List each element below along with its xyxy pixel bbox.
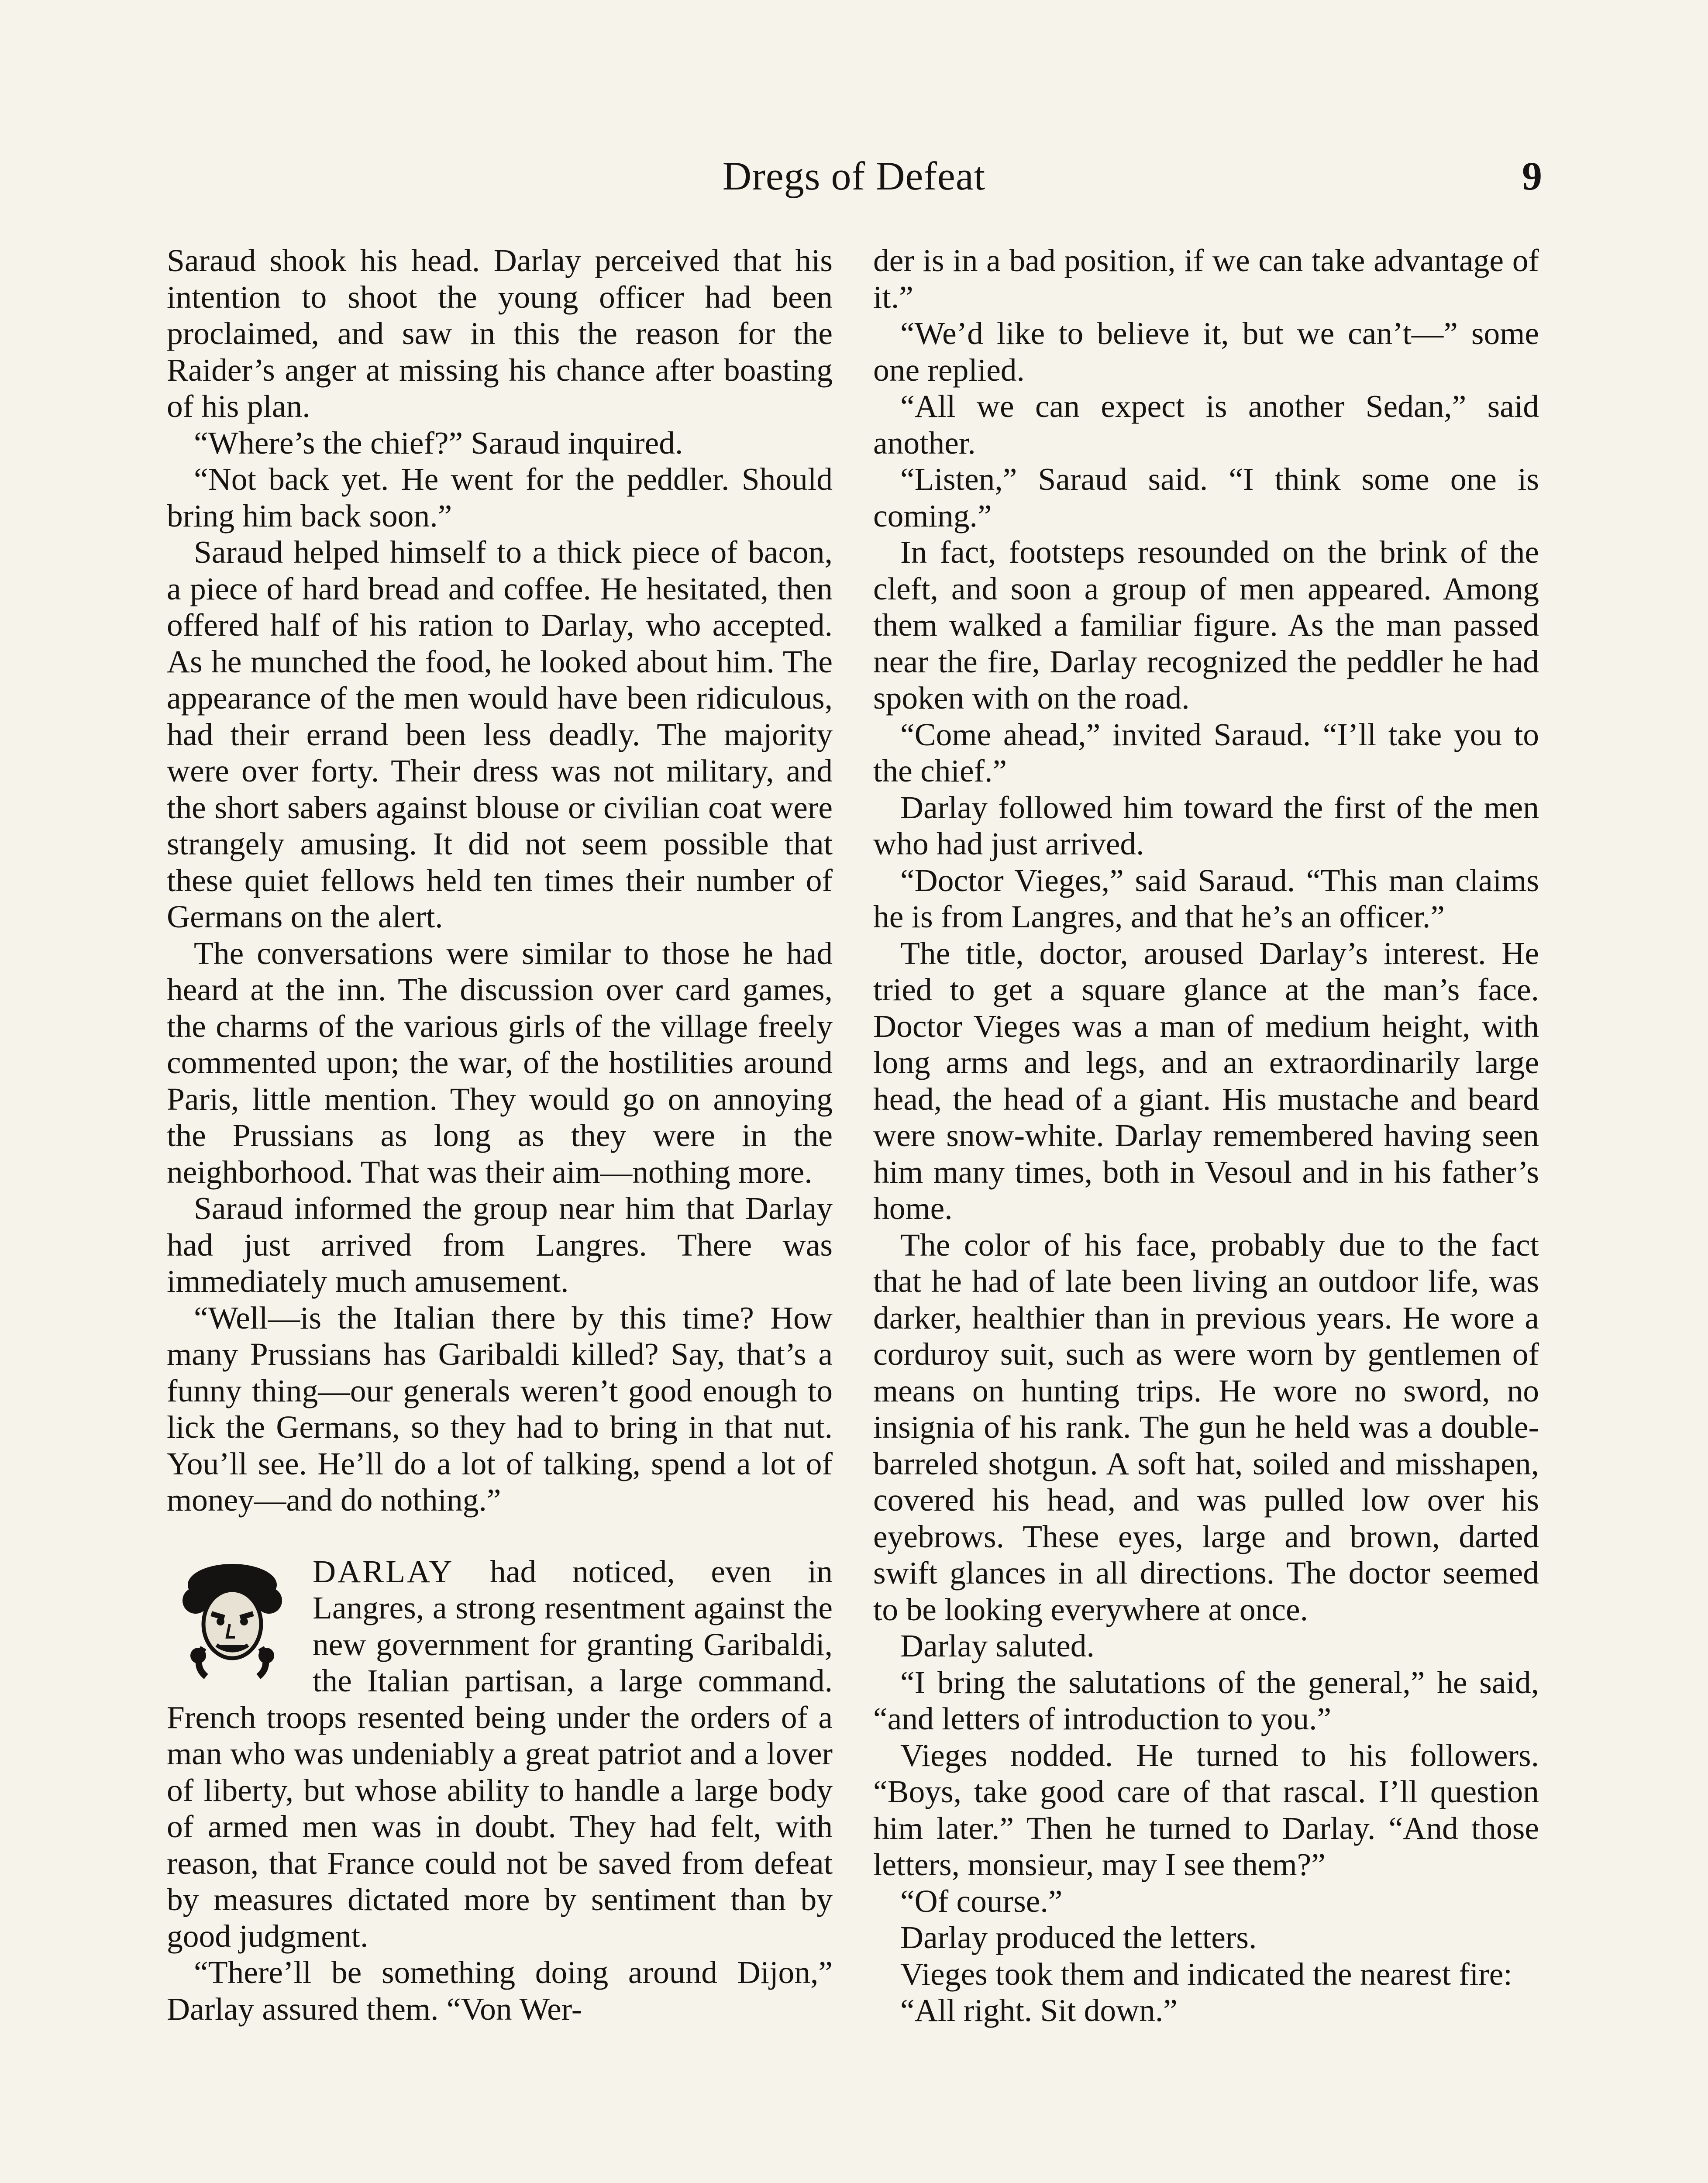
- paragraph: “Not back yet. He went for the peddler. Should bring him back soon.”: [167, 461, 833, 534]
- paragraph: In fact, footsteps resounded on the brink of the cleft, and soon a group of men appeared. Among them walked a familiar figure. As the man passed near the fire, Darlay recognized the peddler he had spoken with on the road.: [873, 534, 1539, 716]
- paragraph: “Where’s the chief?” Saraud inquired.: [194, 425, 683, 461]
- paragraph: “Listen,” Saraud said. “I think some one is coming.”: [873, 461, 1539, 534]
- paragraph: “All we can expect is another Sedan,” said another.: [873, 389, 1539, 461]
- section-gap: [167, 1518, 833, 1553]
- paragraph: “Of course.”: [900, 1883, 1063, 1919]
- paragraph: “Well—is the Italian there by this time? How many Prussians has Garibaldi killed? Say, that’s a funny thing—our generals weren’t good enough to lick the Germans, so they had to bring in that nut. You’ll see. He’ll do a lot of talking, spend a lot of money—and do nothing.”: [167, 1300, 833, 1518]
- paragraph: “All right. Sit down.”: [900, 1993, 1178, 2028]
- paragraph-text: had noticed, even in Langres, a strong resentment against the new government for granting Garibaldi, the Italian partisan, a large command. French troops resented being under the orders of a man who was undeniably a great patriot and a lover of liberty, but whose ability to handle a large body of armed men was in doubt. They had felt, with reason, that France could not be saved from defeat by measures dictated more by sentiment than by good judgment.: [167, 1553, 833, 1954]
- paragraph: Saraud informed the group near him that Darlay had just arrived from Langres. There was immediately much amusement.: [167, 1191, 833, 1299]
- paragraph: “Doctor Vieges,” said Saraud. “This man claims he is from Langres, and that he’s an officer.”: [873, 862, 1539, 934]
- lead-in-word: DARLAY: [313, 1553, 454, 1589]
- right-column: [873, 242, 1539, 2029]
- paragraph: “Come ahead,” invited Saraud. “I’ll take you to the chief.”: [873, 716, 1539, 788]
- paragraph: Darlay saluted.: [900, 1628, 1095, 1663]
- paragraph: The title, doctor, aroused Darlay’s interest. He tried to get a square glance at the man’s face. Doctor Vieges was a man of medium height, with long arms and legs, and an extraordinarily large head, the head of a giant. His mustache and beard were snow-white. Darlay remembered having seen him many times, both in Vesoul and in his father’s home.: [873, 935, 1539, 1226]
- running-title: Dregs of Defeat: [722, 154, 986, 198]
- paragraph: Darlay produced the letters.: [900, 1920, 1257, 1955]
- paragraph: Saraud shook his head. Darlay perceived that his intention to shoot the young officer had been proclaimed, and saw in this the reason for the Raider’s anger at missing his chance after boasting of his plan.: [167, 243, 833, 424]
- page-header: [166, 153, 1542, 214]
- paragraph: “There’ll be something doing around Dijon,” Darlay assured them. “Von Wer-: [167, 1955, 833, 2027]
- paragraph: “We’d like to believe it, but we can’t—” some one replied.: [873, 316, 1539, 388]
- paragraph: The color of his face, probably due to the fact that he had of late been living an outdoor life, was darker, healthier than in previous years. He wore a corduroy suit, such as were worn by gentlemen of means on hunting trips. He wore no sword, no insignia of his rank. The gun he held was a double-barreled shotgun. A soft hat, soiled and misshapen, covered his head, and was pulled low over his eyebrows. These eyes, large and brown, darted swift glances in all directions. The doctor seemed to be looking everywhere at once.: [873, 1227, 1539, 1627]
- paragraph: The conversations were similar to those he had heard at the inn. The discussion over card games, the charms of the various girls of the village freely commented upon; the war, of the hostilities around Paris, little mention. They would go on annoying the Prussians as long as they were in the neighborhood. That was their aim—nothing more.: [167, 935, 833, 1190]
- page-number: 9: [1522, 154, 1542, 198]
- paragraph: Saraud helped himself to a thick piece of bacon, a piece of hard bread and coffee. He hesitated, then offered half of his ration to Darlay, who accepted. As he munched the food, he looked about him. The appearance of the men would have been ridiculous, had their errand been less deadly. The majority were over forty. Their dress was not military, and the short sabers against blouse or civilian coat were strangely amusing. It did not seem possible that these quiet fellows held ten times their number of Germans on the alert.: [167, 534, 833, 934]
- paragraph: Vieges took them and indicated the nearest fire:: [900, 1956, 1512, 1992]
- caricature-head-icon: [167, 1556, 298, 1687]
- paragraph: Darlay followed him toward the first of the men who had just arrived.: [873, 789, 1539, 861]
- paragraph: der is in a bad position, if we can take advantage of it.”: [873, 243, 1539, 315]
- paragraph: Vieges nodded. He turned to his followers. “Boys, take good care of that rascal. I’ll question him later.” Then he turned to Darlay. “And those letters, monsieur, may I see them?”: [873, 1737, 1539, 1882]
- left-column: [167, 242, 833, 2027]
- paragraph: “I bring the salutations of the general,” he said, “and letters of introduction to you.”: [873, 1664, 1539, 1736]
